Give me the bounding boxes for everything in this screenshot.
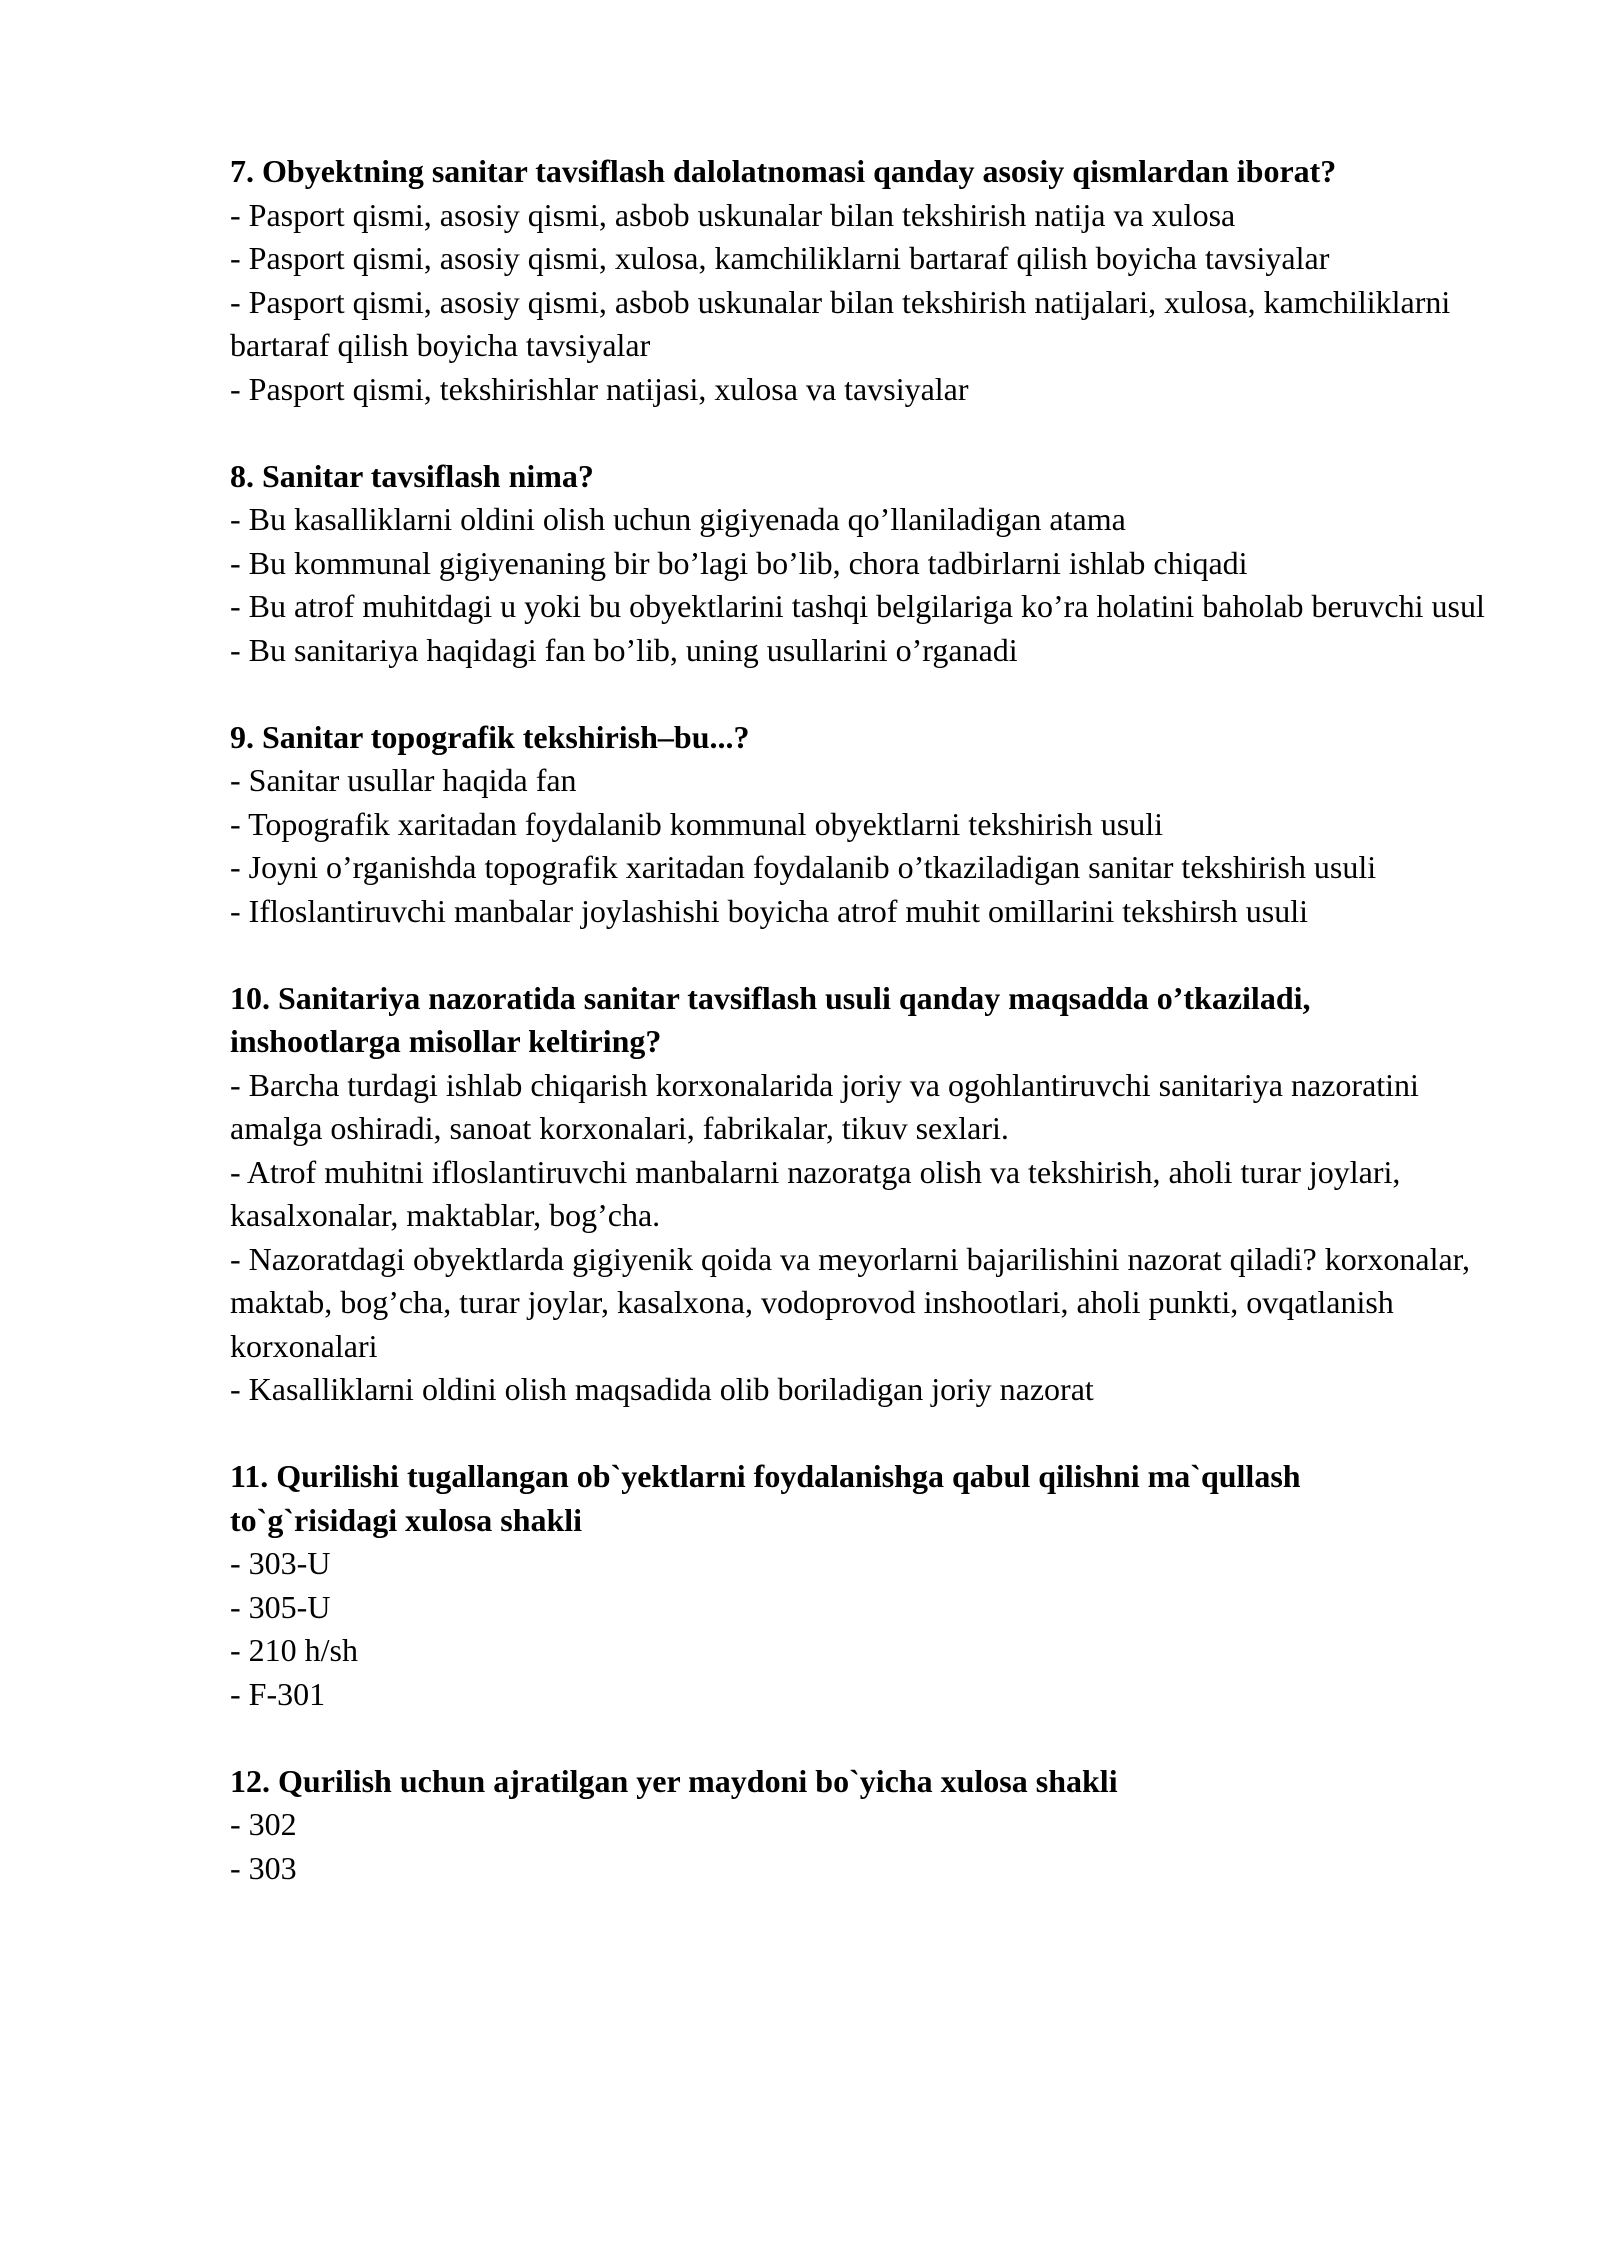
document-page xyxy=(230,150,1530,1934)
answer-option: - Topografik xaritadan foydalanib kommunal obyektlarni tekshirish usuli xyxy=(230,805,1163,842)
answer-option: - Ifloslantiruvchi manbalar joylashishi boyicha atrof muhit omillarini tekshirsh usuli xyxy=(230,892,1309,929)
answer-option: - Kasalliklarni oldini olish maqsadida olib boriladigan joriy nazorat xyxy=(230,1371,1094,1407)
question-11 xyxy=(230,1455,1530,1716)
answer-option: - Bu atrof muhitdagi u yoki bu obyektlarini tashqi belgilariga ko’ra holatini baholab beruvchi usul xyxy=(230,588,1485,624)
answer-list xyxy=(230,1803,1530,1890)
answer-list xyxy=(230,1542,1530,1716)
answer-option: - Bu sanitariya haqidagi fan bo’lib, uning usullarini o’rganadi xyxy=(230,631,1018,668)
question-title: 9. Sanitar topografik tekshirish–bu...? xyxy=(230,718,750,755)
question-8 xyxy=(230,455,1530,673)
answer-option: - Pasport qismi, asosiy qismi, asbob uskunalar bilan tekshirish natija va xulosa xyxy=(230,196,1236,233)
question-title: 11. Qurilishi tugallangan ob`yektlarni foydalanishga qabul qilishni ma`qullash to`g`risidagi xulosa shakli xyxy=(230,1458,1301,1538)
question-title: 7. Obyektning sanitar tavsiflash dalolatnomasi qanday asosiy qismlardan iborat? xyxy=(230,153,1337,189)
question-7 xyxy=(230,150,1530,411)
answer-option: - 305-U xyxy=(230,1588,331,1625)
answer-list xyxy=(230,1064,1530,1412)
question-9 xyxy=(230,716,1530,934)
answer-option: - Pasport qismi, tekshirishlar natijasi, xulosa va tavsiyalar xyxy=(230,370,969,407)
answer-list xyxy=(230,759,1530,933)
question-title: 8. Sanitar tavsiflash nima? xyxy=(230,457,594,494)
question-title: 12. Qurilish uchun ajratilgan yer maydoni bo`yicha xulosa shakli xyxy=(230,1762,1118,1799)
answer-option: - 302 xyxy=(230,1806,297,1842)
question-title: 10. Sanitariya nazoratida sanitar tavsiflash usuli qanday maqsadda o’tkaziladi, inshootlarga misollar keltiring? xyxy=(230,979,1311,1059)
question-10 xyxy=(230,977,1530,1412)
answer-option: - Bu kasalliklarni oldini olish uchun gigiyenada qo’llaniladigan atama xyxy=(230,501,1126,537)
question-12 xyxy=(230,1760,1530,1891)
answer-option: - Bu kommunal gigiyenaning bir bo’lagi bo’lib, chora tadbirlarni ishlab chiqadi xyxy=(230,544,1248,581)
answer-list xyxy=(230,194,1530,412)
answer-option: - Barcha turdagi ishlab chiqarish korxonalarida joriy va ogohlantiruvchi sanitariya nazoratini amalga oshiradi, sanoat korxonalari, fabrikalar, tikuv sexlari. xyxy=(230,1066,1419,1146)
answer-option: - Joyni o’rganishda topografik xaritadan foydalanib o’tkaziladigan sanitar tekshirish usuli xyxy=(230,849,1377,885)
answer-option: - F-301 xyxy=(230,1675,326,1712)
answer-option: - Atrof muhitni ifloslantiruvchi manbalarni nazoratga olish va tekshirish, aholi turar joylari, kasalxonalar, maktablar, bog’cha. xyxy=(230,1153,1401,1233)
answer-list xyxy=(230,498,1530,672)
answer-option: - Sanitar usullar haqida fan xyxy=(230,762,577,798)
answer-option: - 303-U xyxy=(230,1545,331,1581)
answer-option: - Pasport qismi, asosiy qismi, asbob uskunalar bilan tekshirish natijalari, xulosa, kamchiliklarni bartaraf qilish boyicha tavsiyalar xyxy=(230,283,1451,363)
answer-option: - Pasport qismi, asosiy qismi, xulosa, kamchiliklarni bartaraf qilish boyicha tavsiyalar xyxy=(230,240,1330,276)
answer-option: - 210 h/sh xyxy=(230,1632,358,1668)
answer-option: - 303 xyxy=(230,1849,297,1886)
answer-option: - Nazoratdagi obyektlarda gigiyenik qoida va meyorlarni bajarilishini nazorat qiladi? korxonalar, maktab, bog’cha, turar joylar, kasalxona, vodoprovod inshootlari, aholi punkti, ovqatlanish korxonalari xyxy=(230,1240,1471,1364)
